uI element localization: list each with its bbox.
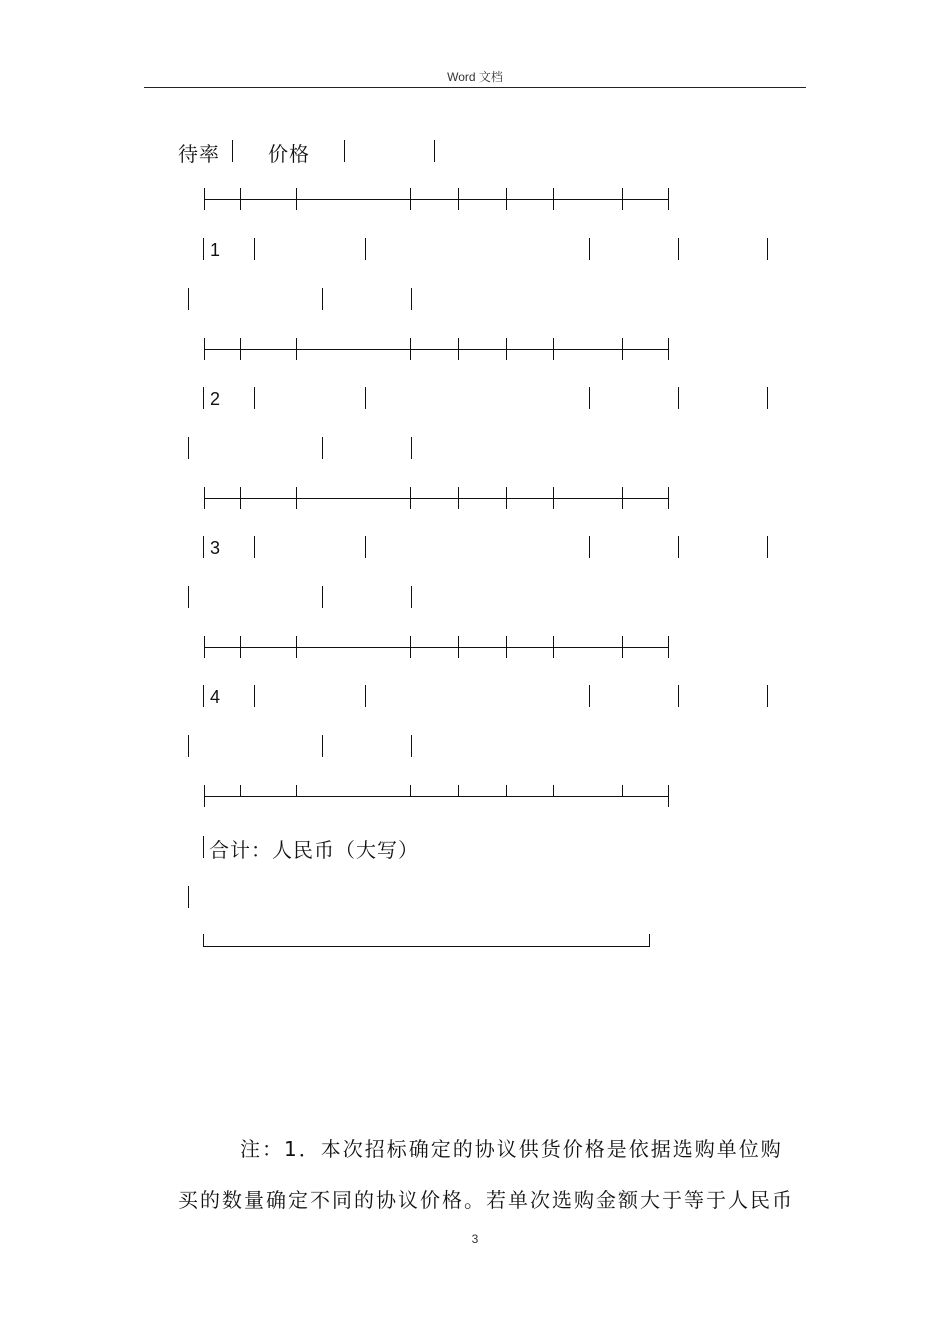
table-bar	[767, 238, 768, 260]
table-cross	[296, 636, 297, 658]
row-number-2: 2	[210, 389, 221, 409]
table-cross	[458, 188, 459, 210]
table-separator	[204, 199, 668, 200]
table-cross	[240, 188, 241, 210]
table-cross	[506, 636, 507, 658]
table-cross	[410, 188, 411, 210]
row-number-3: 3	[210, 538, 221, 558]
table-bar	[767, 685, 768, 707]
table-bar	[344, 140, 345, 162]
table-cross	[410, 636, 411, 658]
table-cross	[506, 188, 507, 210]
table-cross	[668, 785, 669, 807]
table-separator	[204, 647, 668, 648]
table-bar	[322, 586, 323, 608]
table-bar	[322, 437, 323, 459]
table-bar	[589, 387, 590, 409]
table-bar	[254, 238, 255, 260]
table-bar	[365, 685, 366, 707]
table-bar	[411, 735, 412, 757]
table-cross	[296, 487, 297, 509]
note-line-2: 买的数量确定不同的协议价格。若单次选购金额大于等于人民币	[178, 1188, 794, 1212]
note-line-1: 注：1．本次招标确定的协议供货价格是依据选购单位购	[240, 1137, 783, 1161]
table-bar	[203, 238, 204, 260]
table-corner	[203, 934, 204, 946]
table-bar	[411, 437, 412, 459]
table-bar	[365, 387, 366, 409]
table-bar	[188, 586, 189, 608]
table-bar	[678, 238, 679, 260]
table-bottom-border	[203, 946, 650, 947]
table-cross	[458, 785, 459, 797]
table-cross	[240, 487, 241, 509]
table-bar	[678, 536, 679, 558]
table-cross	[553, 785, 554, 797]
table-separator	[204, 498, 668, 499]
table-cross	[622, 338, 623, 360]
table-bar	[589, 536, 590, 558]
table-cross	[553, 487, 554, 509]
table-cross	[296, 188, 297, 210]
table-bar	[232, 140, 233, 162]
total-label: 合计：人民币（大写）	[209, 838, 419, 862]
table-cross	[204, 338, 205, 360]
table-cross	[204, 188, 205, 210]
table-corner	[649, 934, 650, 946]
table-bar	[589, 238, 590, 260]
table-cross	[622, 785, 623, 797]
table-cross	[553, 338, 554, 360]
table-bar	[188, 886, 189, 908]
page-header-title: Word 文档	[447, 70, 503, 84]
table-head-price: 价格	[268, 142, 310, 166]
table-cross	[458, 338, 459, 360]
table-bar	[188, 288, 189, 310]
table-cross	[506, 487, 507, 509]
table-bar	[767, 536, 768, 558]
table-cross	[410, 785, 411, 797]
table-cross	[458, 487, 459, 509]
table-bar	[365, 536, 366, 558]
table-cross	[204, 785, 205, 807]
table-cross	[240, 636, 241, 658]
table-bar	[203, 387, 204, 409]
table-bar	[322, 288, 323, 310]
table-cross	[553, 188, 554, 210]
table-cross	[668, 338, 669, 360]
table-cross	[668, 188, 669, 210]
page-number: 3	[471, 1232, 479, 1246]
table-bar	[767, 387, 768, 409]
table-cross	[553, 636, 554, 658]
table-bar	[254, 536, 255, 558]
table-separator	[204, 349, 668, 350]
table-cross	[506, 785, 507, 797]
table-bar	[589, 685, 590, 707]
table-cross	[410, 487, 411, 509]
table-cross	[204, 636, 205, 658]
table-cross	[668, 487, 669, 509]
table-cross	[410, 338, 411, 360]
row-number-1: 1	[210, 240, 221, 260]
table-separator	[204, 796, 668, 797]
table-cross	[622, 487, 623, 509]
table-cross	[458, 636, 459, 658]
table-cross	[506, 338, 507, 360]
table-bar	[188, 735, 189, 757]
table-bar	[203, 536, 204, 558]
table-cross	[668, 636, 669, 658]
table-bar	[678, 685, 679, 707]
table-bar	[203, 836, 204, 858]
table-bar	[678, 387, 679, 409]
table-bar	[254, 685, 255, 707]
table-cross	[296, 785, 297, 797]
table-cross	[204, 487, 205, 509]
table-bar	[322, 735, 323, 757]
table-bar	[254, 387, 255, 409]
table-cross	[240, 785, 241, 797]
table-cross	[240, 338, 241, 360]
table-bar	[411, 586, 412, 608]
table-bar	[434, 140, 435, 162]
table-head-rate: 待率	[178, 142, 220, 166]
table-cross	[622, 188, 623, 210]
table-cross	[296, 338, 297, 360]
table-bar	[365, 238, 366, 260]
table-bar	[411, 288, 412, 310]
table-bar	[188, 437, 189, 459]
row-number-4: 4	[210, 687, 221, 707]
header-rule	[144, 87, 806, 88]
table-bar	[203, 685, 204, 707]
table-cross	[622, 636, 623, 658]
